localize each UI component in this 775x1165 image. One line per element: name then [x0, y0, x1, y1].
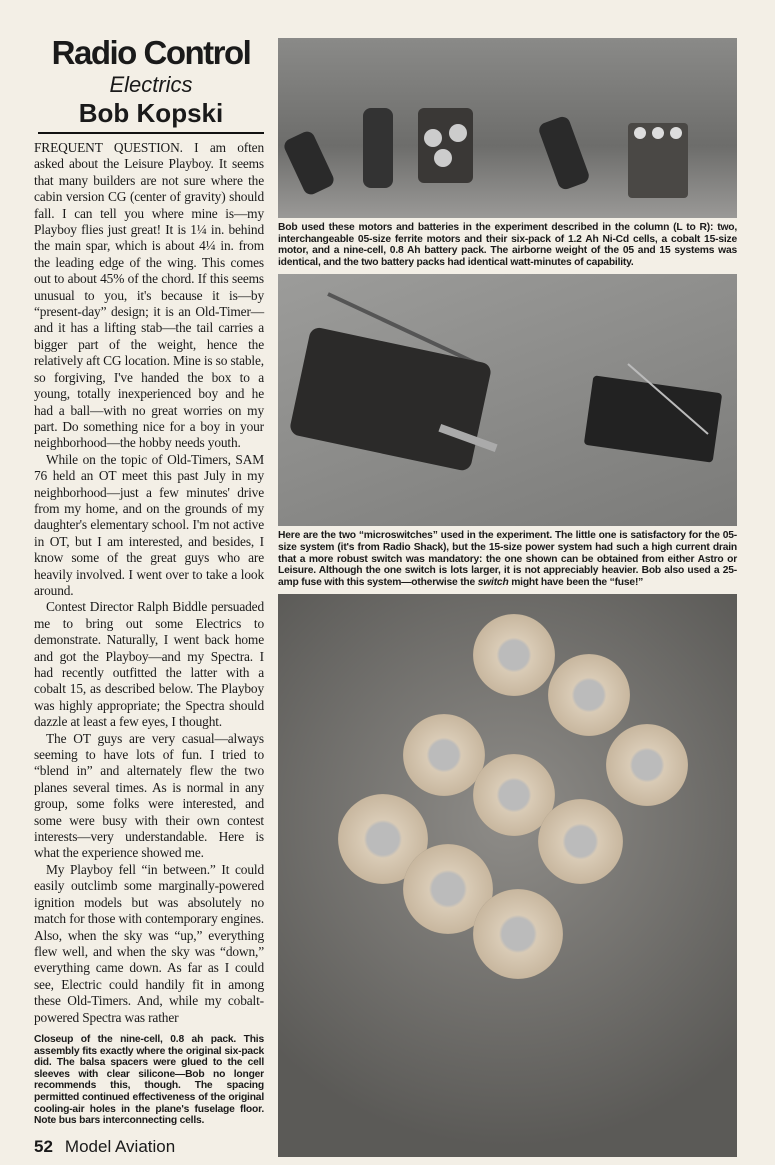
battery-cell	[473, 614, 555, 696]
page-footer	[34, 1127, 264, 1157]
microswitches-illustration	[278, 274, 737, 526]
left-column	[34, 34, 264, 1157]
paragraph: While on the topic of Old-Timers, SAM 76 held an OT meet this past July in my neighborhood—just a few minutes' drive from my home, and on the grounds of my daughter's elementary school. I'm not active in OT, but I am interested, and besides, I know some of the great guys who are heavily involved. I went over to take a look around.	[34, 451, 264, 598]
battery-cell	[538, 799, 623, 884]
column-subtitle: Electrics	[109, 72, 193, 97]
paragraph: FREQUENT QUESTION. I am often asked about the Leisure Playboy. It seems that many builders are not sure where the cabin version CG (center of gravity) should fall. I can tell you where mine is—my Playboy flies just great! It is 1¼ in. behind the main spar, which is about 4¼ in. from the leading edge of the wing. This comes out to about 45% of the chord. If this seems unusual to you, it's because it is—by “present-day” design; it is an Old-Timer—and it has a lifting stab—the tail carries a bigger part of the weight, hence the relatively aft CG location. Mine is so stable, so forgiving, I've handed the box to a young, totally inexperienced boy and he had a ball—with no great worries on my part. Do something nice for a boy in your neighborhood—the hobby needs youth.	[34, 140, 264, 451]
microswitches-photo	[278, 274, 737, 526]
battery-cell	[548, 654, 630, 736]
article-header	[38, 34, 264, 128]
motors-batteries-illustration	[278, 38, 737, 218]
header-rule	[38, 132, 264, 134]
department-title: Radio Control	[51, 34, 251, 71]
motors-caption: Bob used these motors and batteries in the experiment described in the column (L to R): two, interchangeable 05-size ferrite motors and their six-pack of 1.2 Ah Ni-Cd cells, a cobalt 15-size motor, and a nine-cell, 0.8 Ah battery pack. The airborne weight of the 05 and 15 systems was identical, and the two battery packs had identical watt-minutes of capability.	[278, 222, 737, 268]
motors-batteries-photo	[278, 38, 737, 218]
page-number: 52	[34, 1136, 53, 1156]
right-column	[278, 34, 737, 1157]
paragraph: Contest Director Ralph Biddle persuaded me to bring out some Electrics to demonstrate. Naturally, I went back home and got the Playboy—and my Spectra. I had recently outfitted the latter with a cobalt 15, as described below. The Playboy was highly appropriate; the Spectra should dazzle at least a few eyes, I thought.	[34, 599, 264, 730]
article-body	[34, 140, 264, 1026]
battery-pack-closeup-photo	[278, 594, 737, 1156]
battery-pack-caption: Closeup of the nine-cell, 0.8 ah pack. This assembly fits exactly where the original six-pack did. The balsa spacers were glued to the cell sleeves with clear silicone—Bob no longer recommends this, though. The spacing permitted continued effectiveness of the original cooling-air holes in the plane's fuselage floor. Note bus bars interconnecting cells.	[34, 1033, 264, 1127]
author-name: Bob Kopski	[78, 98, 224, 128]
paragraph: The OT guys are very casual—always seeming to have lots of fun. I tried to “blend in” and alternately flew the two planes several times. As is normal in any group, some folks were interested, and some were busy with their own contest interests—very understandable. Here is what the experience showed me.	[34, 730, 264, 861]
battery-cell	[473, 889, 563, 979]
battery-cell	[606, 724, 688, 806]
microswitches-caption: Here are the two “microswitches” used in the experiment. The little one is satisfactory for the 05-size system (it's from Radio Shack), but the 15-size power system had such a high current drain that a more robust switch was mandatory: the one shown can be obtained from either Astro or Leisure. Although the one switch is lots larger, it is not appreciably heavier. Bob also used a 25-amp fuse with this system—otherwise the switch might have been the “fuse!”	[278, 530, 737, 588]
magazine-name: Model Aviation	[64, 1136, 176, 1156]
battery-cell	[403, 714, 485, 796]
paragraph: My Playboy fell “in between.” It could easily outclimb some marginally-powered ignition models but was absolutely no match for those with contemporary engines. Also, when the sky was “up,” everything flew well, and when the sky was “down,” everything came down. As far as I could see, Electric could handily fit in among these Old-Timers. And, while my cobalt-powered Spectra was rather	[34, 861, 264, 1025]
